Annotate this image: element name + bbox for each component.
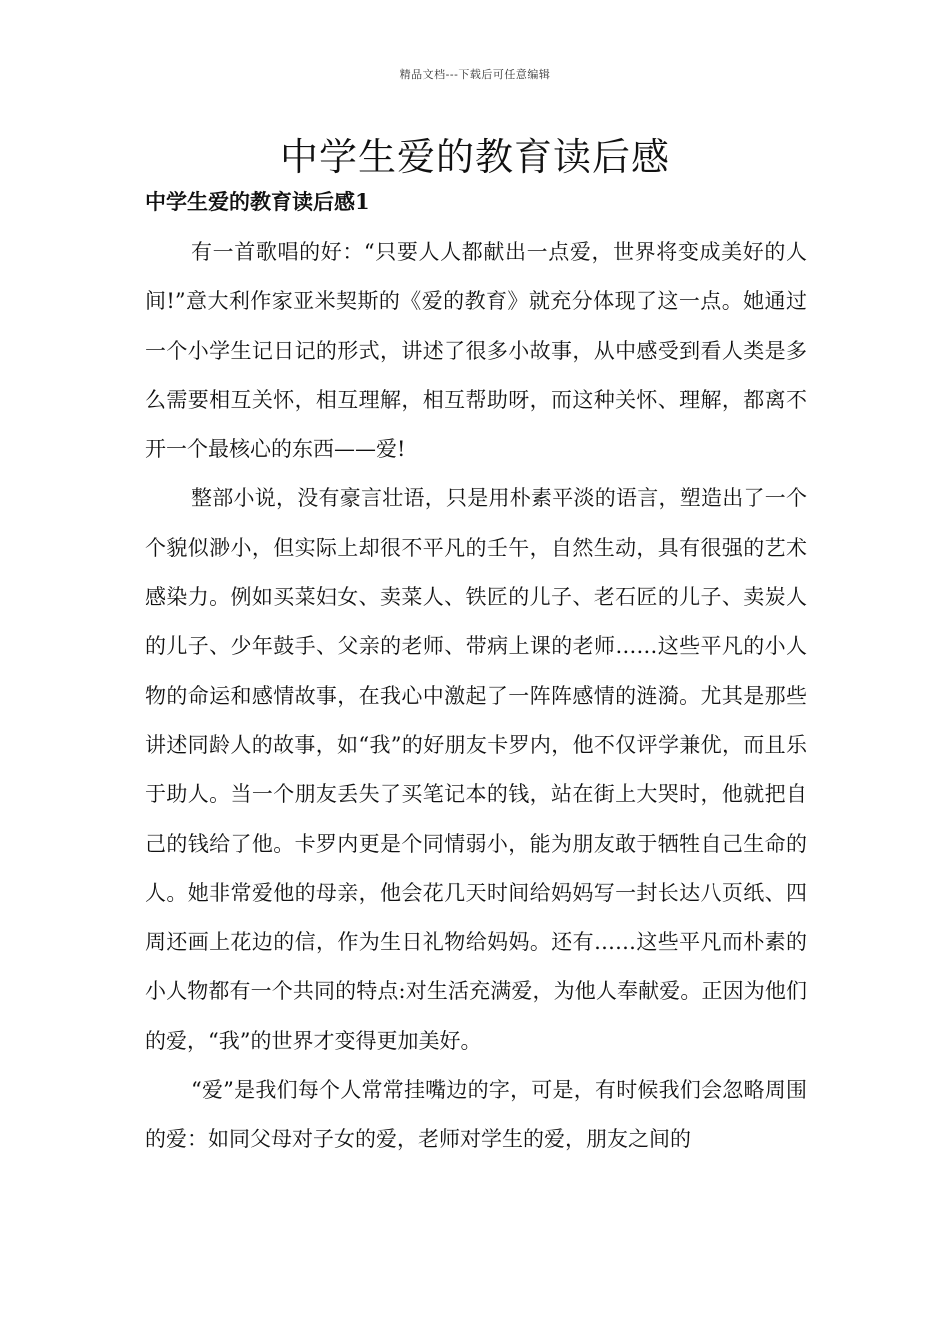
document-title: 中学生爱的教育读后感 (279, 135, 670, 179)
paragraph-2: 整部小说，没有豪言壮语，只是用朴素平淡的语言，塑造出了一个个貌似渺小，但实际上却很不平凡的壬午，自然生动，具有很强的艺术感染力。例如买菜妇女、卖菜人、铁匠的儿子、老石匠的儿子、卖炭人的儿子、少年鼓手、父亲的老师、带病上课的老师……这些平凡的小人物的命运和感情故事，在我心中激起了一阵阵感情的涟漪。尤其是那些讲述同龄人的故事，如“我”的好朋友卡罗内，他不仅评学兼优，而且乐于助人。当一个朋友丢失了买笔记本的钱，站在街上大哭时，他就把自己的钱给了他。卡罗内更是个同情弱小，能为朋友敢于牺牲自己生命的人。她非常爱他的母亲，他会花几天时间给妈妈写一封长达八页纸、四周还画上花边的信，作为生日礼物给妈妈。还有……这些平凡而朴素的小人物都有一个共同的特点:对生活充满爱，为他人奉献爱。正因为他们的爱，“我”的世界才变得更加美好。 (145, 486, 807, 1053)
section-subheading: 中学生爱的教育读后感1 (145, 189, 370, 214)
paragraph-1: 有一首歌唱的好：“只要人人都献出一点爱，世界将变成美好的人间!”意大利作家亚米契斯的《爱的教育》就充分体现了这一点。她通过一个小学生记日记的形式，讲述了很多小故事，从中感受到看人类是多么需要相互关怀，相互理解，相互帮助呀，而这种关怀、理解，都离不开一个最核心的东西——爱! (145, 240, 807, 462)
paragraph-3: “爱”是我们每个人常常挂嘴边的字，可是，有时候我们会忽略周围的爱：如同父母对子女的爱，老师对学生的爱，朋友之间的 (145, 1078, 807, 1152)
header-note: 精品文档---下载后可任意编辑 (399, 68, 551, 81)
body-text (145, 228, 807, 1165)
